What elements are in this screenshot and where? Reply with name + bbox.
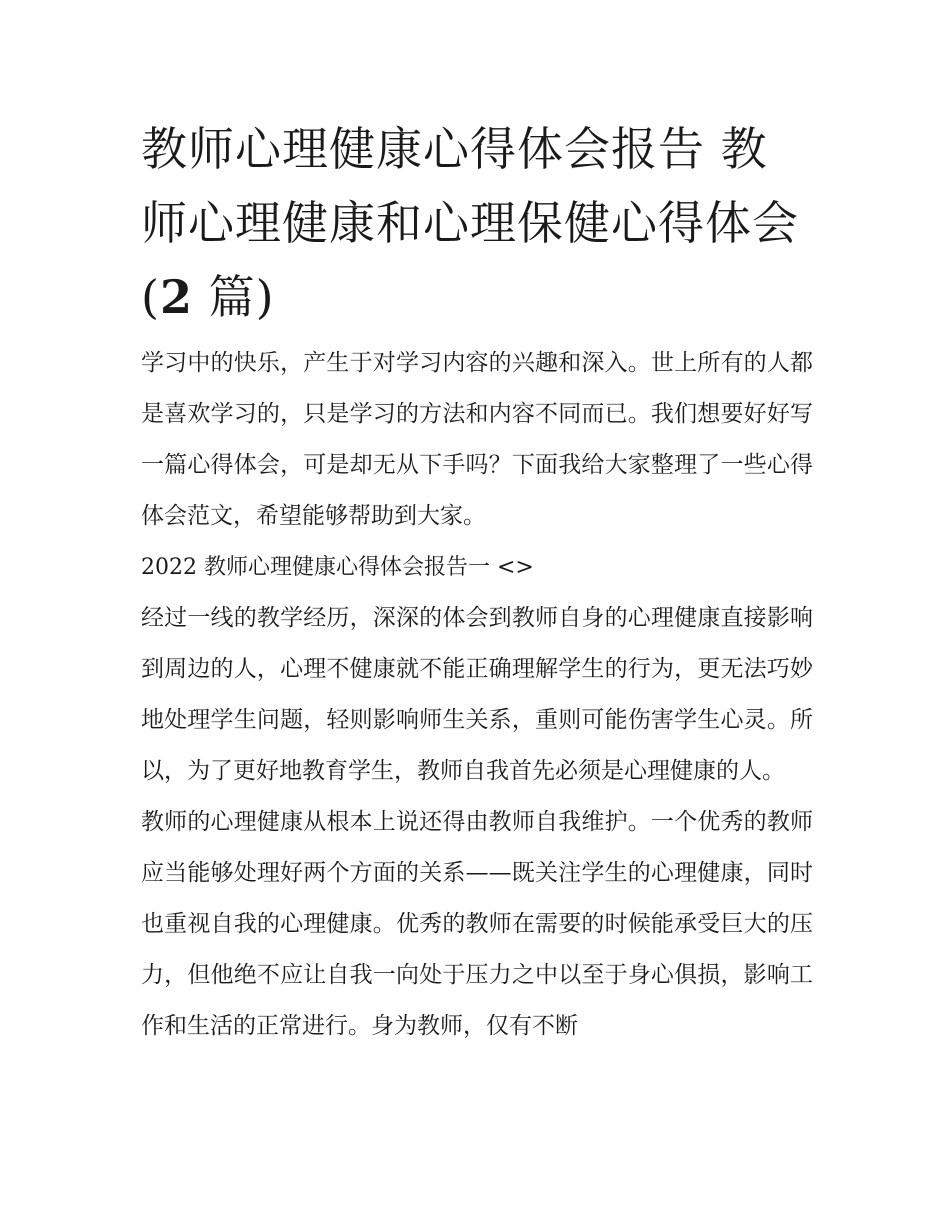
- body-paragraph: 教师的心理健康从根本上说还得由教师自我维护。一个优秀的教师应当能够处理好两个方面的关系——既关注学生的心理健康，同时也重视自我的心理健康。优秀的教师在需要的时候能承受巨大的压力，但他绝不应让自我一向处于压力之中以至于身心俱损，影响工作和生活的正常进行。身为教师，仅有不断: [141, 809, 813, 1039]
- intro-paragraph: 学习中的快乐，产生于对学习内容的兴趣和深入。世上所有的人都是喜欢学习的，只是学习的方法和内容不同而已。我们想要好好写一篇心得体会，可是却无从下手吗？下面我给大家整理了一些心得体会范文，希望能够帮助到大家。: [141, 350, 813, 529]
- title-count: 2: [159, 270, 193, 324]
- title-suffix: 篇): [192, 270, 275, 324]
- body-paragraph: 经过一线的教学经历，深深的体会到教师自身的心理健康直接影响到周边的人，心理不健康就不能正确理解学生的行为，更无法巧妙地处理学生问题，轻则影响师生关系，重则可能伤害学生心灵。所以，为了更好地教育学生，教师自我首先必须是心理健康的人。: [141, 605, 813, 784]
- section-heading: 2022 教师心理健康心得体会报告一 <>: [141, 555, 534, 580]
- title-text: 教师心理健康心得体会报告 教师心理健康和心理保健心得体会(: [141, 122, 799, 324]
- document-title: [141, 112, 813, 334]
- document-body: [141, 112, 813, 1052]
